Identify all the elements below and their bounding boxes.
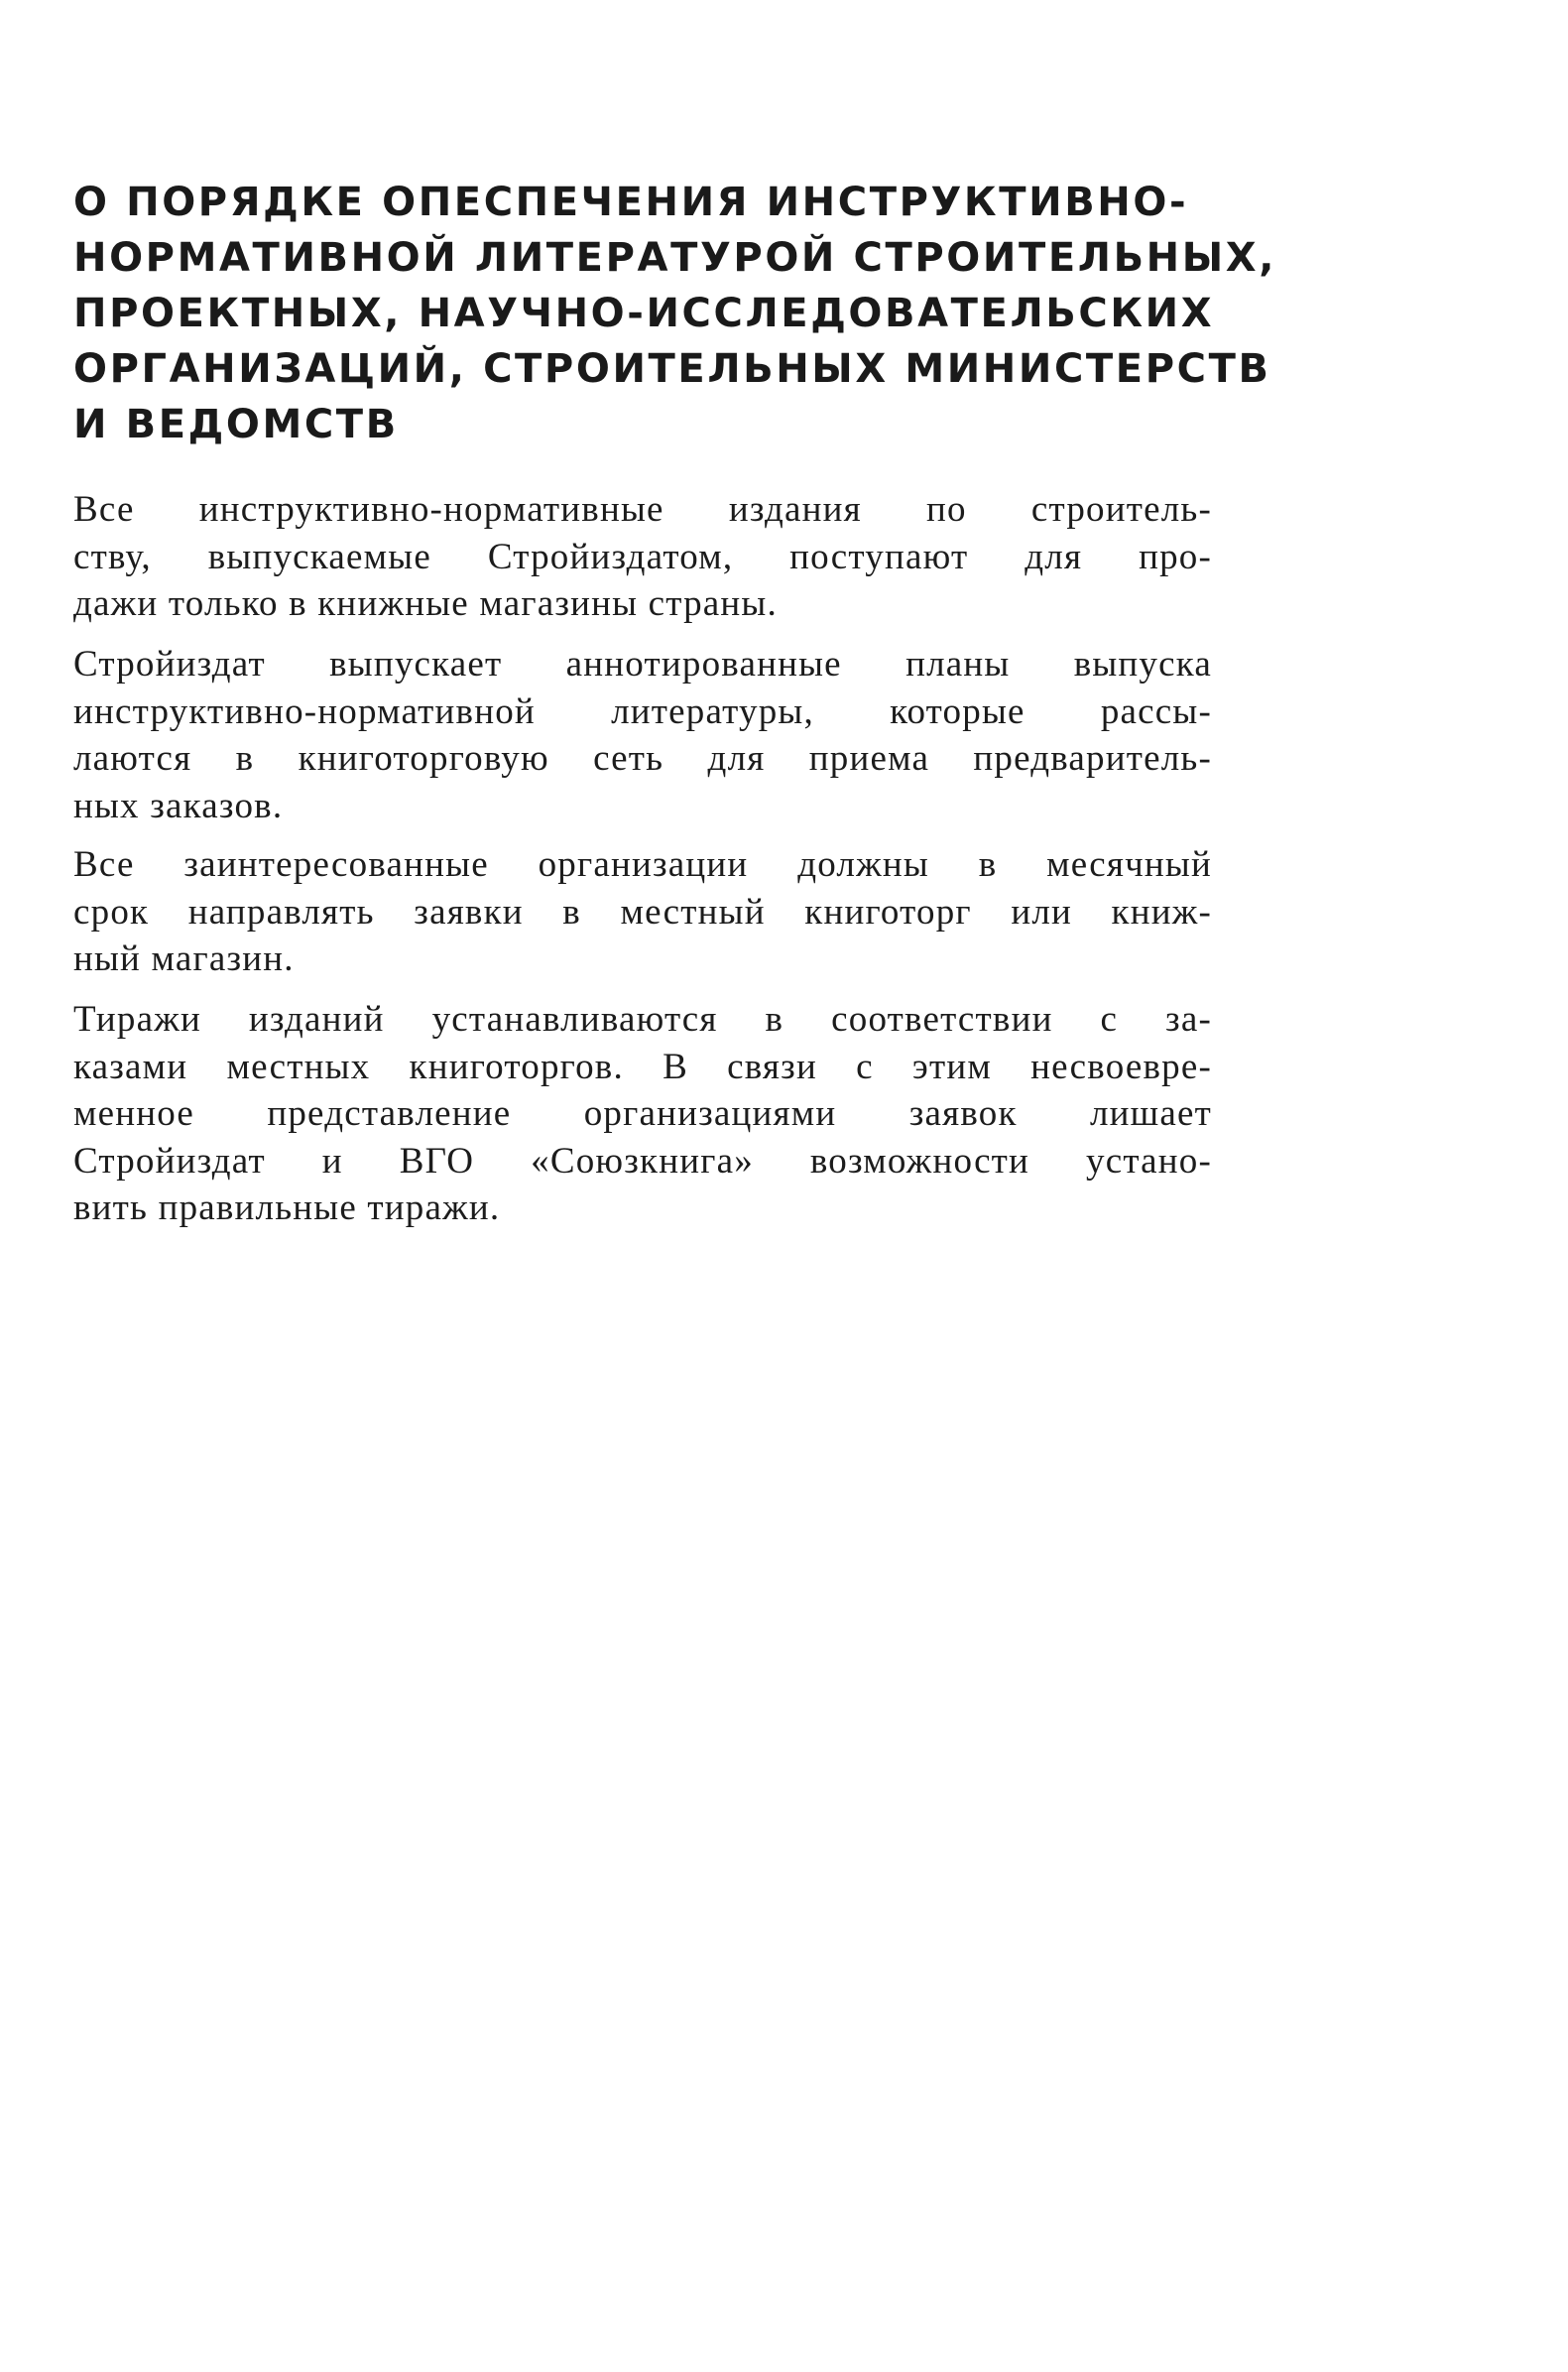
- text-line: ный магазин.: [73, 938, 295, 979]
- document-title: [73, 175, 1277, 452]
- text-line: Все инструктивно-нормативные издания по строитель-: [73, 489, 1212, 530]
- paragraph-circulation: [73, 996, 1212, 1232]
- title-line: ПРОЕКТНЫХ, НАУЧНО-ИССЛЕДОВАТЕЛЬСКИХ: [73, 291, 1215, 336]
- title-line: ОРГАНИЗАЦИЙ, СТРОИТЕЛЬНЫХ МИНИСТЕРСТВ: [73, 346, 1271, 392]
- text-line: Тиражи изданий устанавливаются в соответствии с за-: [73, 999, 1212, 1040]
- text-line: Все заинтересованные организации должны в месячный: [73, 844, 1212, 885]
- text-line: ных заказов.: [73, 785, 284, 826]
- text-line: ству, выпускаемые Стройиздатом, поступают для про-: [73, 536, 1212, 577]
- text-line: Стройиздат и ВГО «Союзкнига» возможности устано-: [73, 1140, 1212, 1182]
- text-line: менное представление организациями заявок лишает: [73, 1093, 1212, 1134]
- text-line: дажи только в книжные магазины страны.: [73, 583, 778, 624]
- text-line: инструктивно-нормативной литературы, которые рассы-: [73, 690, 1212, 732]
- text-line: срок направлять заявки в местный книготорг или книж-: [73, 891, 1212, 933]
- title-line: О ПОРЯДКЕ ОПЕСПЕЧЕНИЯ ИНСТРУКТИВНО-: [73, 180, 1189, 225]
- text-line: вить правильные тиражи.: [73, 1187, 501, 1228]
- title-line: И ВЕДОМСТВ: [73, 402, 399, 447]
- title-line: НОРМАТИВНОЙ ЛИТЕРАТУРОЙ СТРОИТЕЛЬНЫХ,: [73, 235, 1277, 281]
- text-line: Стройиздат выпускает аннотированные планы выпуска: [73, 644, 1212, 685]
- paragraph-plans: [73, 641, 1212, 829]
- paragraph-orders: [73, 841, 1212, 983]
- text-line: лаются в книготорговую сеть для приема предваритель-: [73, 738, 1212, 779]
- paragraph-sales: [73, 486, 1212, 628]
- text-line: казами местных книготоргов. В связи с этим несвоевре-: [73, 1046, 1212, 1087]
